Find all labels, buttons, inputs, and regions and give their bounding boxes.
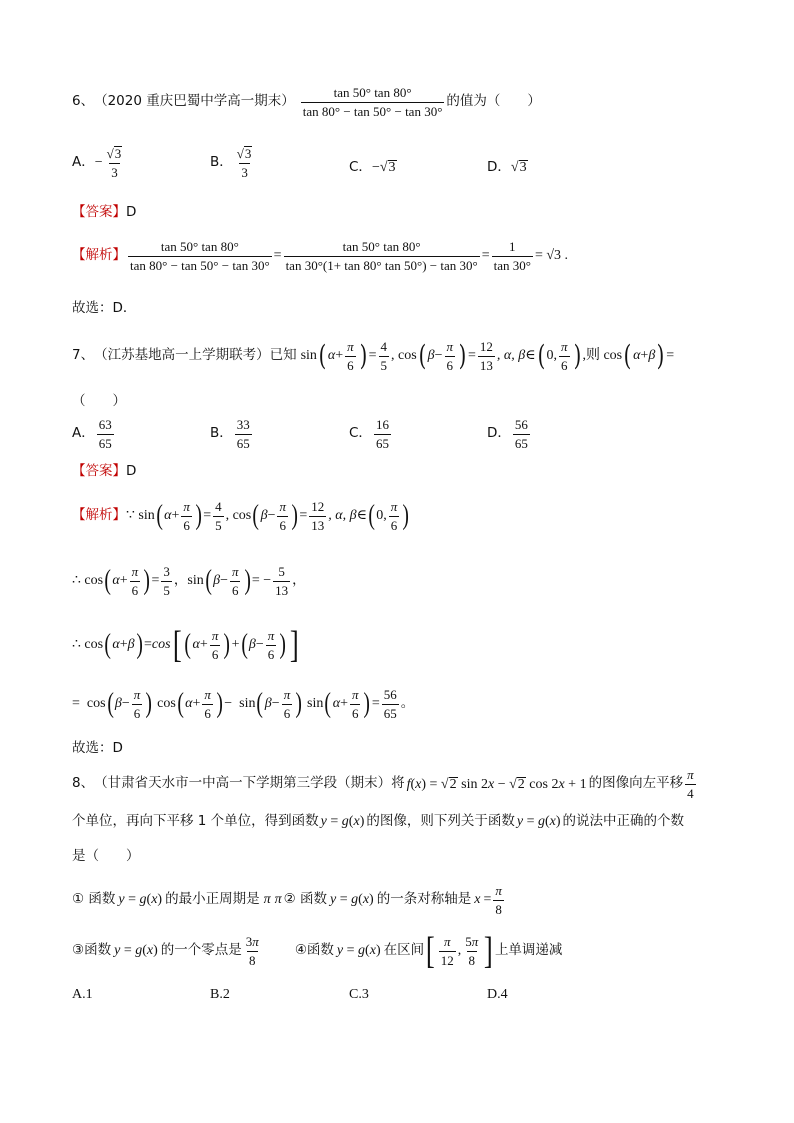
q6-analysis-result: = √3 . — [534, 248, 569, 264]
q6-option-c: C． −√3 — [349, 158, 396, 175]
q6-analysis-den-3: tan 30° — [493, 257, 531, 273]
q7-option-c: C． $\frac{16}{65}$ — [349, 417, 389, 451]
q8-number: 8、 — [72, 775, 95, 792]
q7-analysis-line3: ∴ cos ( α + β ) = cos [ ( α + $\frac{\pi}{6}$ ) + ( β − $\frac{\pi}{6}$ ) ] — [72, 624, 299, 666]
q8-text3: 个单位，再向下平移 1 个单位，得到函数 — [72, 813, 319, 830]
q8-option-b: B.2 — [210, 987, 230, 1002]
q6-analysis-label: 【解析】 — [72, 247, 126, 264]
q7-option-a: A． $\frac{63}{65}$ — [72, 417, 112, 451]
q8-statements-1-2: ① 函数 y = g(x) 的最小正周期是 π π ② 函数 y = g(x) 的一条对称轴是 x = $\frac{\pi}{8}$ — [72, 883, 502, 917]
q6-answer — [72, 206, 136, 220]
q6-answer-value: D — [126, 204, 137, 220]
q6-answer-label: 【答案】 — [72, 204, 126, 220]
q7-analysis-label: 【解析】 — [72, 507, 126, 524]
q6-stem — [72, 86, 541, 118]
q8-text5: 的说法中正确的个数 — [562, 813, 685, 830]
q6-choice: 故选：D． — [72, 300, 137, 316]
q7-source: （江苏基地高一上学期联考）已知 — [94, 347, 297, 364]
q7-answer — [72, 465, 136, 479]
q7-analysis-line4: = cos ( β − $\frac{\pi}{6}$ ) cos ( α + $\frac{\pi}{6}$ ) − sin ( β − $\frac{\pi}{6}$ ) sin ( α + $\frac{\pi}{6}$ ) = $\frac{56}{65}$ 。 — [72, 687, 415, 721]
q7-option-d: D． $\frac{56}{65}$ — [487, 417, 528, 451]
q7-option-b: B． $\frac{33}{65}$ — [210, 417, 250, 451]
q7-number: 7、 — [72, 347, 95, 364]
q8-text6: 是（ ） — [72, 848, 140, 864]
q8-text1: （甘肃省天水市一中高一下学期第三学段（期末）将 — [94, 775, 405, 792]
q8-stem-line1: 8、 （甘肃省天水市一中高一下学期第三学段（期末）将 f(x) = √2 sin 2x − √2 cos 2x + 1 的图像向左平移 $\frac{\pi}{4}$ — [72, 767, 694, 801]
q6-option-d: D． √3 — [487, 158, 527, 175]
q8-text4: 的图像，则下列关于函数 — [366, 813, 515, 830]
q8-statements-3-4: ③函数 y = g(x) 的一个零点是 $\frac{3\pi}{8}$ ④函数 y = g(x) 在区间 [ $\frac{\pi}{12}$ , $\frac{5\pi}{8}$ ] 上单调递减 — [72, 930, 563, 972]
q7-analysis-line2: ∴ cos ( α + $\frac{\pi}{6}$ ) = $\frac{3}{5}$ ， sin ( β − $\frac{\pi}{6}$ ) = − $\frac{5}{13}$ ， — [72, 564, 306, 598]
q7-analysis-line1: 【解析】 ∵ sin ( α + $\frac{\pi}{6}$ ) = $\frac{4}{5}$ , cos ( β − $\frac{\pi}{6}$ ) = $\frac{12}{13}$ , α, β ∈ ( 0, $\frac{\pi}{6}$ ) — [72, 499, 410, 533]
q6-analysis-num-2: tan 50° tan 80° — [342, 239, 421, 254]
q6-fraction — [301, 86, 445, 118]
q6-analysis: 【解析】 $\frac{\tan 50^\circ \tan 80^\circ}{\tan 80^\circ - \tan 50^\circ - \tan 30^\circ}$ = $\frac{\tan 50^\circ \tan 80^\circ}{\tan 30^\circ(1+ \tan 80^\circ \tan 50^\circ) - \tan 30^\circ}$ = $\frac{1}{\tan 30^\circ}$ = √3 . — [72, 239, 569, 273]
q6-number: 6、 — [72, 93, 95, 110]
q7-answer-label: 【答案】 — [72, 463, 126, 479]
q8-option-a: A.1 — [72, 987, 93, 1002]
q8-text2: 的图像向左平移 — [588, 775, 684, 792]
q6-analysis-num-1: tan 50° tan 80° — [160, 239, 239, 254]
q6-analysis-den-2: tan 30°(1+ tan 80° tan 50°) − tan 30° — [285, 257, 478, 273]
q7-stem: 7、 （江苏基地高一上学期联考）已知 sin ( α + $\frac{\pi}{6}$ ) = $\frac{4}{5}$ , cos ( β − $\frac{\pi}{6}$ ) = $\frac{12}{13}$ , α, β ∈ ( 0, $\frac{\pi}{6}$ ) ,则 cos ( α + β ) = — [72, 339, 675, 373]
q6-analysis-den-1: tan 80° − tan 50° − tan 30° — [130, 257, 270, 273]
q6-option-a: A． − $\frac{√3}{3}$ — [72, 146, 122, 180]
q7-choice: 故选：D — [72, 740, 123, 756]
q6-option-b: B． $\frac{√3}{3}$ — [210, 146, 252, 180]
q6-source: （2020 重庆巴蜀中学高一期末） — [94, 93, 295, 110]
q7-answer-value: D — [126, 463, 137, 479]
q6-fraction-denominator: tan 80° − tan 50° − tan 30° — [302, 103, 443, 119]
q8-stem-line2: 个单位，再向下平移 1 个单位，得到函数 y = g(x) 的图像，则下列关于函数 y = g(x) 的说法中正确的个数 — [72, 813, 685, 830]
q8-option-c: C.3 — [349, 987, 369, 1002]
q6-analysis-num-3: 1 — [509, 239, 516, 254]
q7-blank: （ ） — [72, 393, 126, 409]
q6-fraction-numerator: tan 50° tan 80° — [333, 85, 412, 100]
q6-tail: 的值为（ ） — [446, 93, 541, 110]
q8-option-d: D.4 — [487, 987, 508, 1002]
